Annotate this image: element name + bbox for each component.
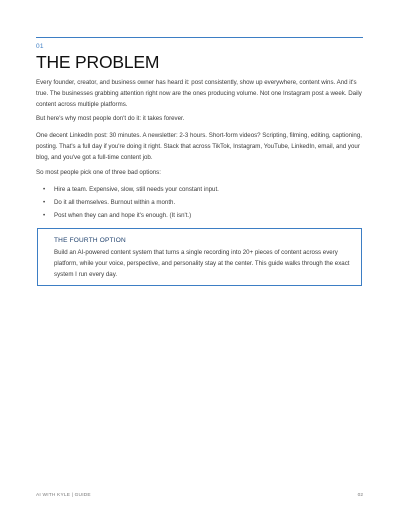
list-item-text: Hire a team. Expensive, slow, still needs your constant input. — [54, 186, 219, 193]
time-cost-paragraph: One decent LinkedIn post: 30 minutes. A newsletter: 2-3 hours. Short-form videos? Scripting, filming, editing, captioning, posting. That's a full day if you're doing it right. Stack that across TikTok, Instagram, YouTube, LinkedIn, email, and your blog, and you've got a full-time content job. — [36, 132, 362, 161]
page-number: 02 — [357, 493, 363, 498]
page — [36, 0, 363, 520]
problem-paragraph: But here's why most people don't do it: it takes forever. — [36, 115, 185, 122]
callout-box — [37, 228, 362, 286]
section-number: 01 — [36, 43, 44, 50]
list-item — [36, 209, 363, 222]
section-title: THE PROBLEM — [36, 52, 160, 72]
callout-text: Build an AI-powered content system that turns a single recording into 20+ pieces of content across every platform, while your voice, perspective, and personality stay at the center. This guide walks through the exact system I run every day. — [54, 249, 350, 278]
list-item — [36, 196, 363, 209]
bullet-icon: • — [43, 212, 46, 219]
list-item — [36, 183, 363, 196]
bullet-icon: • — [43, 199, 46, 206]
intro-paragraph: Every founder, creator, and business owner has heard it: post consistently, show up everywhere, content wins. And it's true. The businesses grabbing attention right now are the ones producing volume. Not one Instagram post a week. Daily content across multiple platforms. — [36, 79, 362, 108]
callout-title: THE FOURTH OPTION — [54, 237, 126, 244]
options-intro-paragraph: So most people pick one of three bad options: — [36, 169, 161, 176]
bad-options-list — [36, 183, 363, 222]
top-divider — [36, 37, 363, 38]
footer-brand: AI WITH KYLE | GUIDE — [36, 493, 91, 498]
list-item-text: Post when they can and hope it's enough. (It isn't.) — [54, 212, 192, 219]
list-item-text: Do it all themselves. Burnout within a month. — [54, 199, 176, 206]
bullet-icon: • — [43, 186, 46, 193]
